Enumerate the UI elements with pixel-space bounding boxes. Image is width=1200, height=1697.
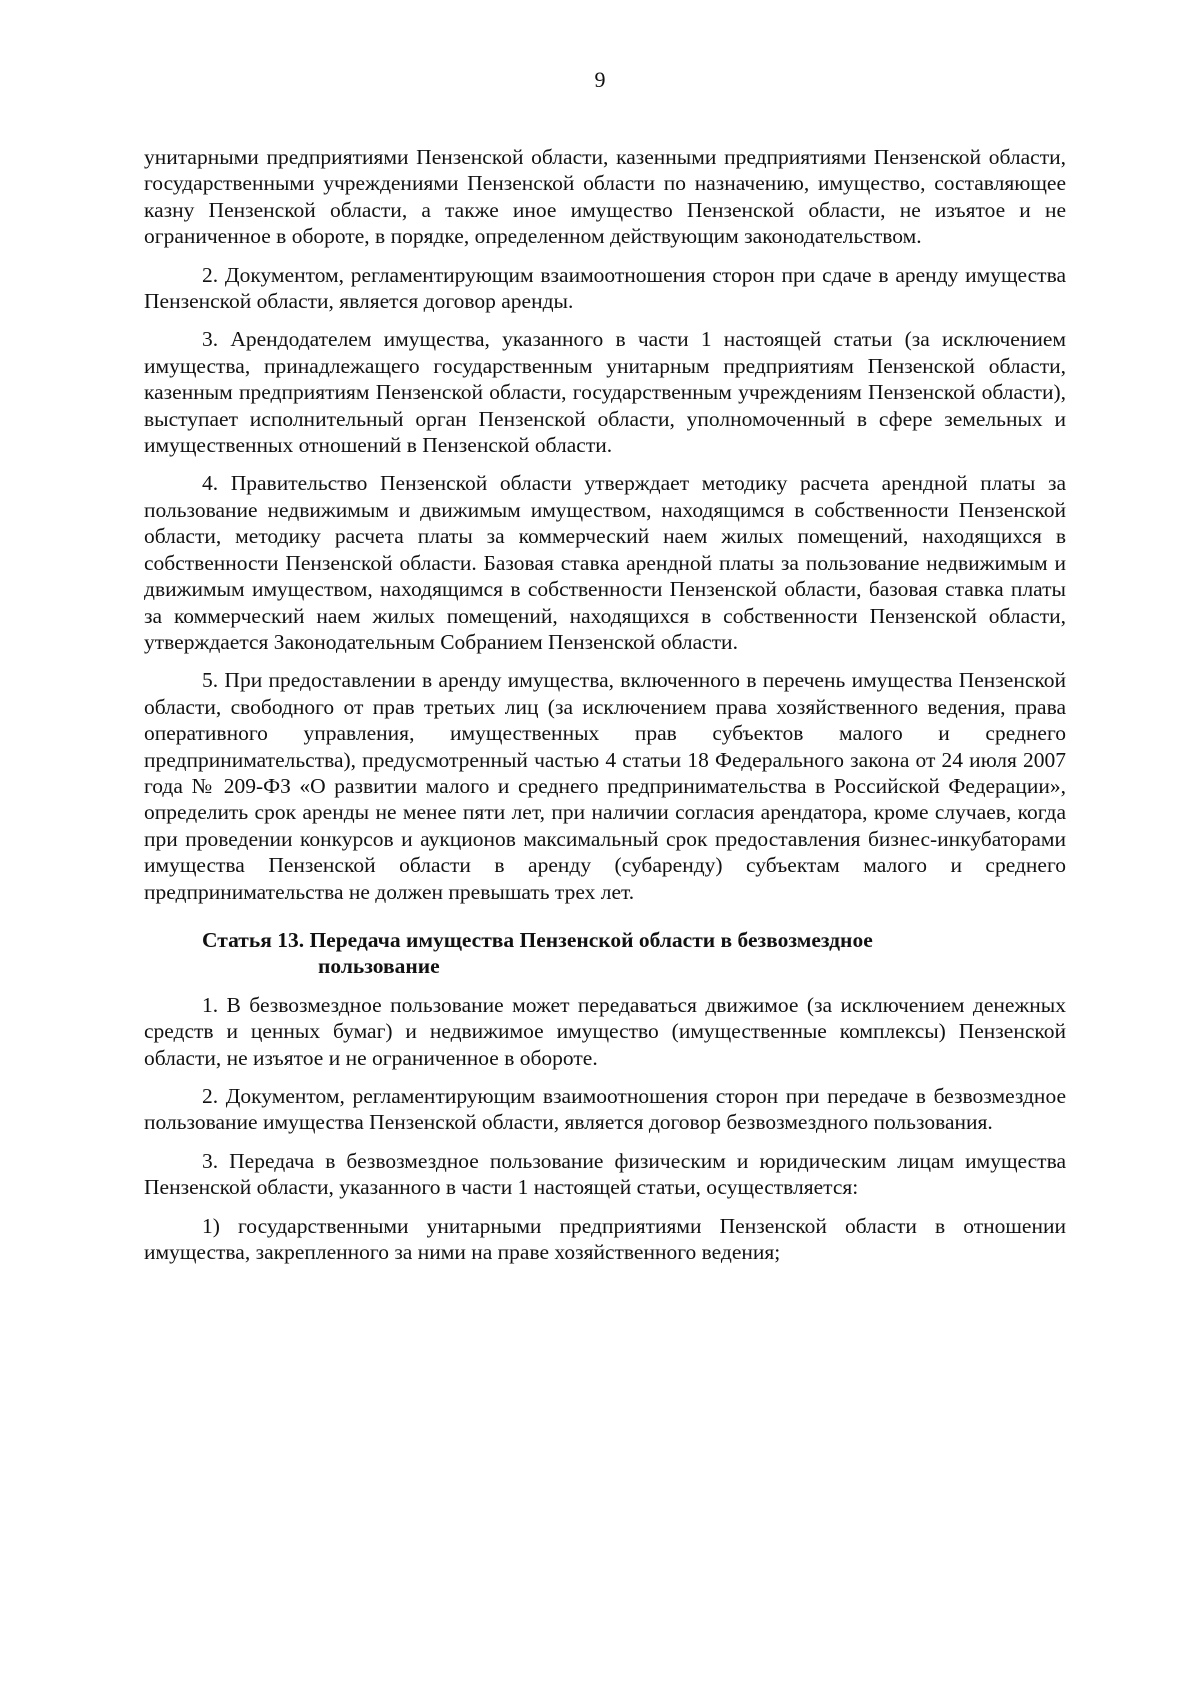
document-body [144,144,1066,1265]
article-13-heading: Статья 13. Передача имущества Пензенской области в безвозмездное пользование [202,927,873,979]
paragraph-13-1: 1. В безвозмездное пользование может передаваться движимое (за исключением денежных средств и ценных бумаг) и недвижимое имущество (имущественные комплексы) Пензенской области, не изъятое и не ограниченное в обороте. [144,992,1066,1070]
paragraph-13-2: 2. Документом, регламентирующим взаимоотношения сторон при передаче в безвозмездное пользование имущества Пензенской области, является договор безвозмездного пользования. [144,1084,1066,1135]
paragraph-continuation: унитарными предприятиями Пензенской области, казенными предприятиями Пензенской области, государственными учреждениями Пензенской области по назначению, имущество, составляющее казну Пензенской области, а также иное имущество Пензенской области, не изъятое и не ограниченное в обороте, в порядке, определенном действующим законодательством. [144,145,1066,249]
paragraph-12-5: 5. При предоставлении в аренду имущества, включенного в перечень имущества Пензенской области, свободного от прав третьих лиц (за исключением права хозяйственного ведения, права оперативного управления, имущественных прав субъектов малого и среднего предпринимательства), предусмотренный частью 4 статьи 18 Федерального закона от 24 июля 2007 года № 209-ФЗ «О развитии малого и среднего предпринимательства в Российской Федерации», определить срок аренды не менее пяти лет, при наличии согласия арендатора, кроме случаев, когда при проведении конкурсов и аукционов максимальный срок предоставления бизнес-инкубаторами имущества Пензенской области в аренду (субаренду) субъектам малого и среднего предпринимательства не должен превышать трех лет. [144,668,1066,904]
paragraph-12-3: 3. Арендодателем имущества, указанного в части 1 настоящей статьи (за исключением имущества, принадлежащего государственным унитарным предприятиям Пензенской области, казенным предприятиям Пензенской области, государственным учреждениям Пензенской области), выступает исполнительный орган Пензенской области, уполномоченный в сфере земельных и имущественных отношений в Пензенской области. [144,327,1066,458]
paragraph-12-4: 4. Правительство Пензенской области утверждает методику расчета арендной платы за пользование недвижимым и движимым имуществом, находящимся в собственности Пензенской области, методику расчета платы за коммерческий наем жилых помещений, находящихся в собственности Пензенской области. Базовая ставка арендной платы за пользование недвижимым и движимым имуществом, находящимся в собственности Пензенской области, базовая ставка платы за коммерческий наем жилых помещений, находящихся в собственности Пензенской области, утверждается Законодательным Собранием Пензенской области. [144,471,1066,654]
paragraph-13-3: 3. Передача в безвозмездное пользование физическим и юридическим лицам имущества Пензенской области, указанного в части 1 настоящей статьи, осуществляется: [144,1148,1066,1200]
paragraph-13-3-item-1: 1) государственными унитарными предприятиями Пензенской области в отношении имущества, закрепленного за ними на праве хозяйственного ведения; [144,1213,1066,1265]
page-number: 9 [594,67,606,92]
paragraph-12-2: 2. Документом, регламентирующим взаимоотношения сторон при сдаче в аренду имущества Пензенской области, является договор аренды. [144,262,1066,314]
